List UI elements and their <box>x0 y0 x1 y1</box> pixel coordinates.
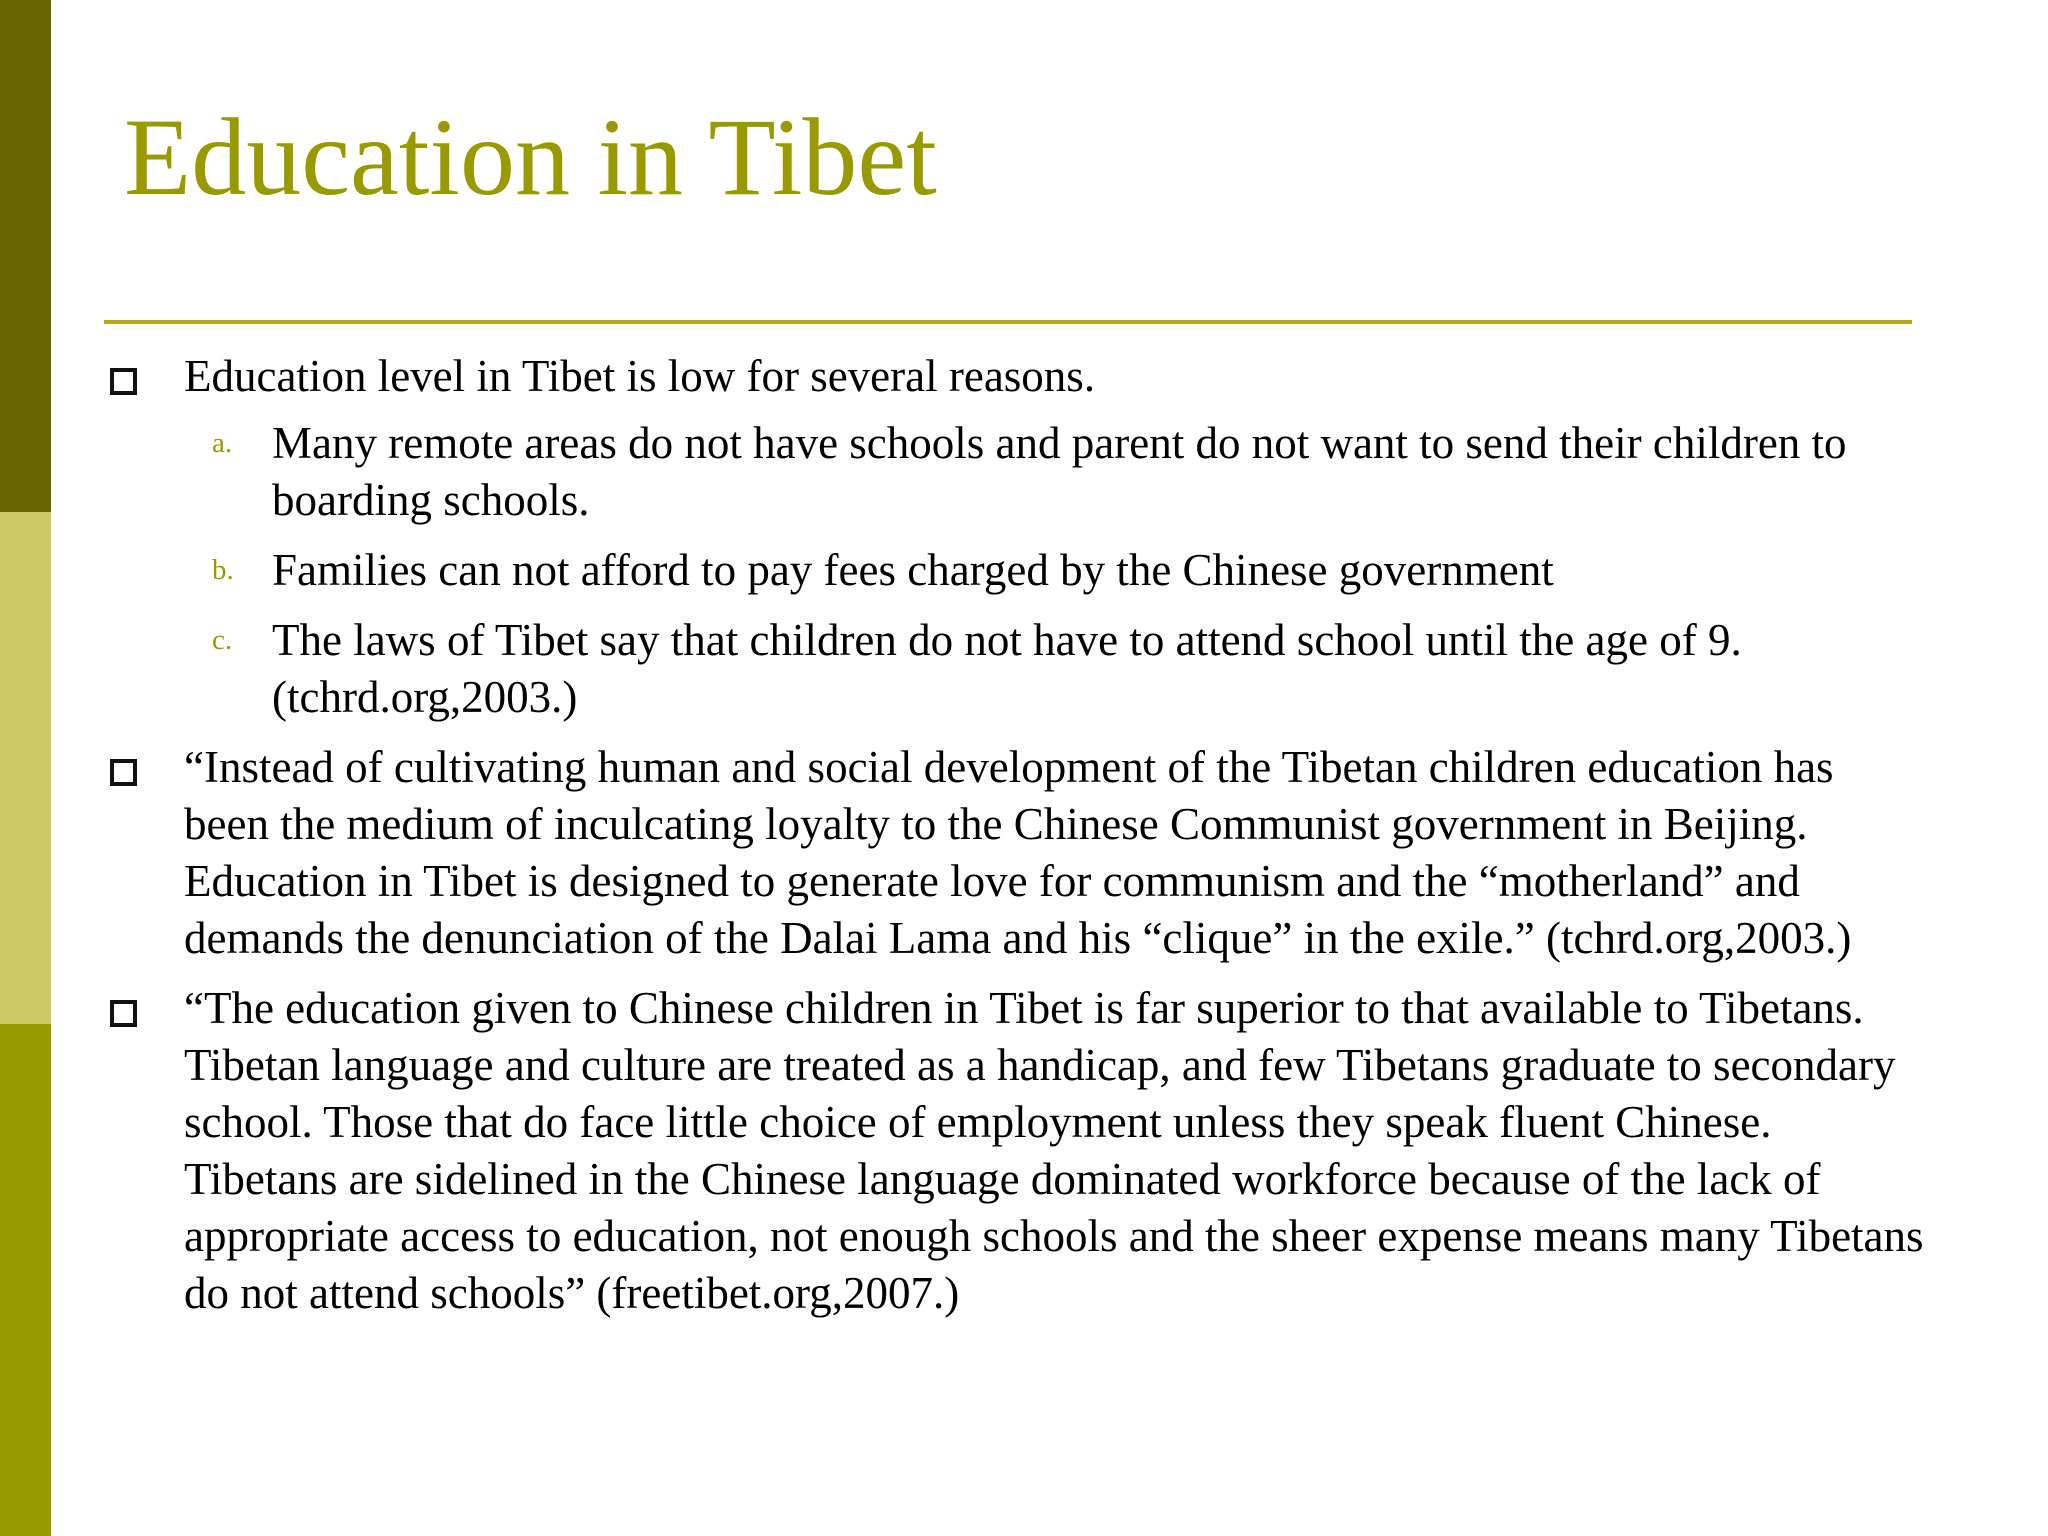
sub-list-item <box>184 542 1924 599</box>
square-bullet-icon <box>110 1000 137 1027</box>
square-bullet-icon <box>110 368 137 395</box>
bullet-text: Education level in Tibet is low for several reasons. <box>184 351 1096 401</box>
side-stripe-bottom <box>0 1024 51 1536</box>
bullet-item <box>104 348 1924 726</box>
slide-title: Education in Tibet <box>124 96 937 218</box>
sub-list <box>184 415 1924 726</box>
side-stripe-top <box>0 0 51 512</box>
bullet-item <box>104 739 1924 967</box>
bullet-text: “Instead of cultivating human and social development of the Tibetan children education has been the medium of inculcating loyalty to the Chinese Communist government in Beijing. Education in Tibet is designed to generate love for communism and the “motherland” and demands the denunciation of the Dalai Lama and his “clique” in the exile.” (tchrd.org,2003.) <box>184 742 1852 963</box>
bullet-item <box>104 980 1924 1322</box>
sub-item-marker: c. <box>212 624 233 656</box>
bullet-text: “The education given to Chinese children in Tibet is far superior to that available to Tibetans. Tibetan language and culture are treated as a handicap, and few Tibetans graduate to secondary school. Those that do face little choice of employment unless they speak fluent Chinese. Tibetans are sidelined in the Chinese language dominated workforce because of the lack of appropriate access to education, not enough schools and the sheer expense means many Tibetans do not attend schools” (freetibet.org,2007.) <box>184 983 1924 1318</box>
sub-item-marker: a. <box>212 427 233 459</box>
slide-content <box>104 348 1924 1335</box>
square-bullet-icon <box>110 759 137 786</box>
sub-item-text: Families can not afford to pay fees charged by the Chinese government <box>272 545 1554 595</box>
title-divider <box>104 320 1912 324</box>
sub-list-item <box>184 612 1924 726</box>
sub-list-item <box>184 415 1924 529</box>
sub-item-marker: b. <box>212 554 234 586</box>
sub-item-text: Many remote areas do not have schools and parent do not want to send their children to boarding schools. <box>272 418 1847 525</box>
sub-item-text: The laws of Tibet say that children do not have to attend school until the age of 9. (tchrd.org,2003.) <box>272 615 1742 722</box>
side-stripe-middle <box>0 512 51 1024</box>
